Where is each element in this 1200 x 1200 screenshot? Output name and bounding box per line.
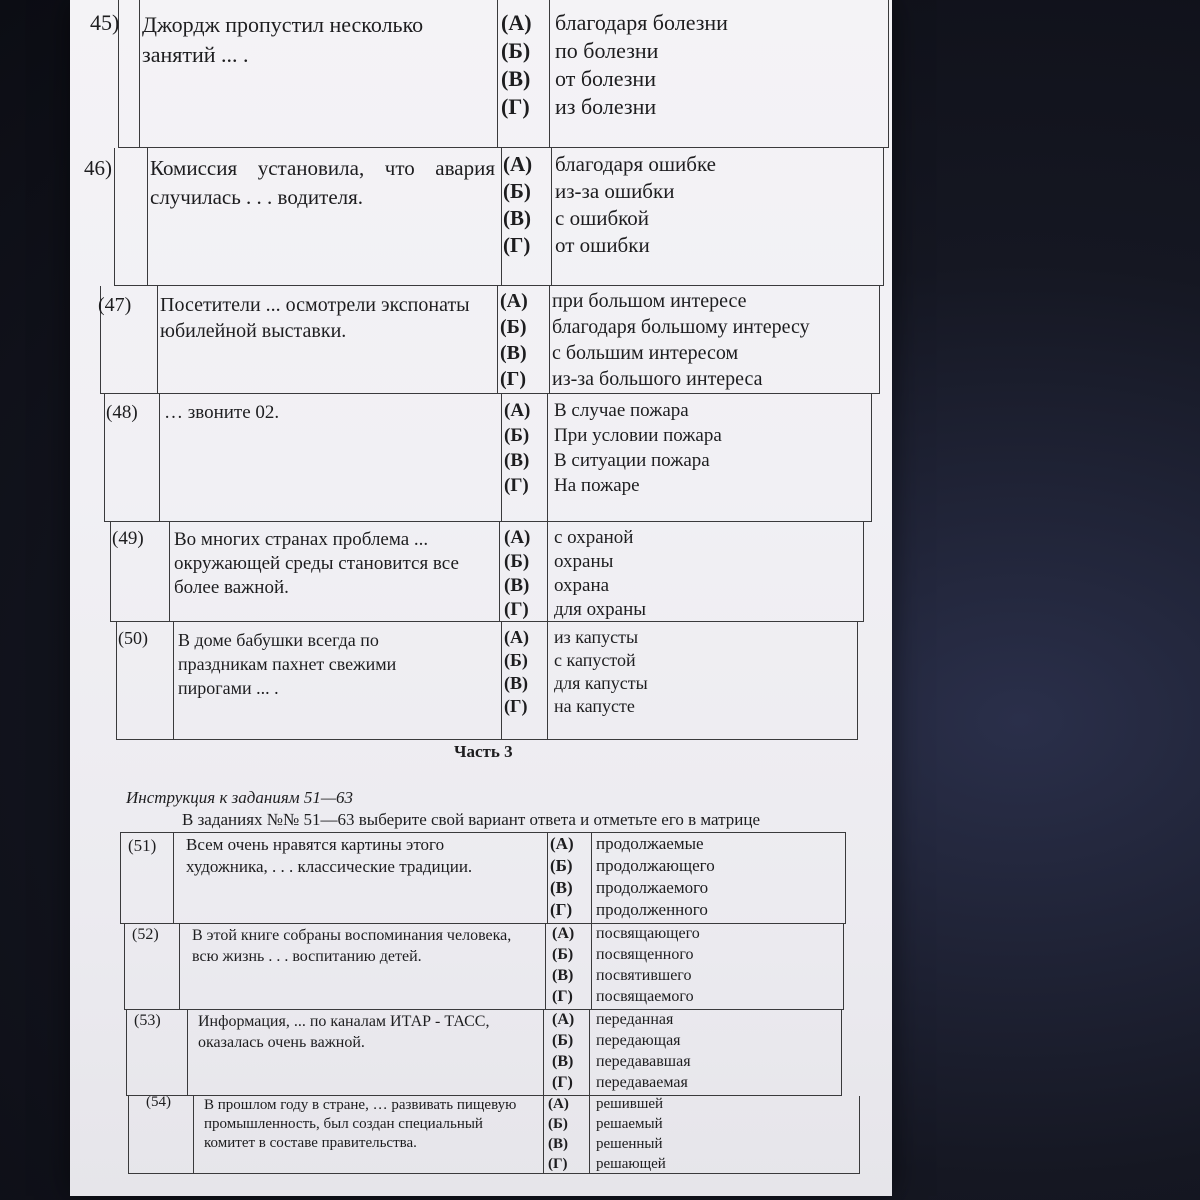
question-number: 45) — [90, 10, 120, 35]
question-text: В прошлом году в стране, … развивать пищевую промышленность, был создан специальный комитет в составе правительства. — [204, 1097, 517, 1151]
question-text: Всем очень нравятся картины этого художника, . . . классические традиции. — [186, 835, 473, 876]
question-text: … звоните 02. — [164, 402, 280, 423]
question-number: (50) — [118, 628, 148, 648]
question-text: Комиссия установила, что авария случилась . . . водителя. — [150, 156, 495, 209]
question-number: (54) — [146, 1094, 171, 1110]
question-number: (53) — [134, 1012, 161, 1029]
question-text: Во многих странах проблема ... окружающей среды становится все более важной. — [174, 529, 459, 598]
question-number: (47) — [98, 294, 132, 316]
exam-page: 45) Джордж пропустил несколько занятий ... . (А) благодаря болезни (Б) по болезни (В) от болезни (Г) из болезни 46) Комиссия установила, что авария случилась . . . водителя. (А) благодаря ошибке (Б) из-за ошибки (В) с ошибкой (Г) от ошибки (47) Посетители ... осмотрели экспонаты юбилейной выставки. (А) при большом интересе (Б) благодаря большому интересу (В) с большим интересом (Г) из-за большого интереса (48) … звоните 02. (А) В случае пожара (Б) При условии пожара (В) В ситуации пожара (Г) На пожаре (49) Во многих странах проблема ... окружающей среды становится все более важной. (А) с охраной (Б) охраны (В) охрана (Г) для охраны (50) В доме бабушки всегда по праздникам пахнет свежими пирогами ... . (А) из капусты (Б) с капустой (В) для капусты (Г) на капусте Часть 3 Инструкция к заданиям 51—63 В заданиях №№ 51—63 выберите свой вариант ответа и отметьте его в матрице (51) Всем очень нравятся картины этого художника, . . . классические традиции. (А) продолжаемые (Б) продолжающего (В) продолжаемого (Г) продолженного (52) В этой книге собраны воспоминания человека, всю жизнь . . . воспитанию детей. (А) посвящающего (Б) посвященного (В) посвятившего (Г) посвящаемого (53) Информация, ... по каналам ИТАР - ТАСС, оказалась очень важной. (А) переданная (Б) передающая (В) передававшая (Г) передаваемая (54) В прошлом году в стране, … развивать пищевую промышленность, был создан специальный комитет в составе правительства. (А) решившей (Б) решаемый (В) решенный (Г) решающей — [70, 0, 892, 1196]
instruction-text: В заданиях №№ 51—63 выберите свой вариант ответа и отметьте его в матрице — [182, 810, 761, 829]
question-number: (48) — [106, 402, 138, 423]
question-text: В этой книге собраны воспоминания человека, всю жизнь . . . воспитанию детей. — [192, 927, 512, 965]
question-number: (49) — [112, 528, 144, 549]
instruction-title: Инструкция к заданиям 51—63 — [126, 788, 353, 807]
question-number: 46) — [84, 156, 112, 180]
question-text: Информация, ... по каналам ИТАР - ТАСС, оказалась очень важной. — [198, 1013, 490, 1051]
part-heading: Часть 3 — [454, 742, 513, 761]
question-number: (51) — [128, 836, 157, 855]
question-text: Посетители ... осмотрели экспонаты юбилейной выставки. — [160, 294, 470, 342]
question-text: Джордж пропустил несколько занятий ... . — [142, 12, 424, 67]
question-number: (52) — [132, 926, 159, 943]
question-text: В доме бабушки всегда по праздникам пахнет свежими пирогами ... . — [178, 630, 397, 698]
